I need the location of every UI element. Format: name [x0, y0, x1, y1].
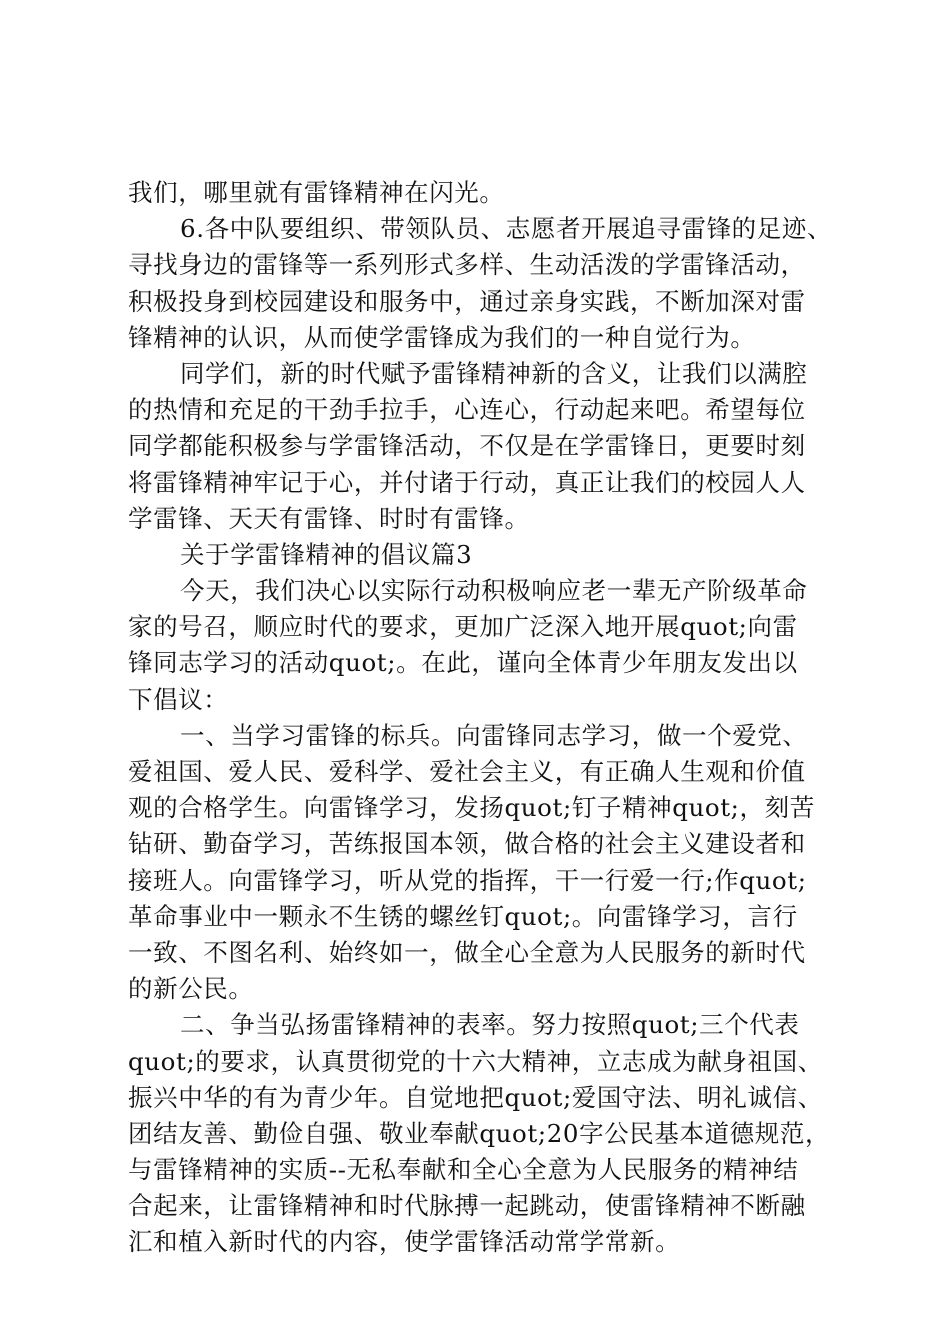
text-line: quot;的要求，认真贯彻党的十六大精神，立志成为献身祖国、	[128, 1046, 823, 1076]
text-line: 团结友善、勤俭自强、敬业奉献quot;20字公民基本道德规范，	[128, 1118, 831, 1148]
paragraph-first-line: 二、争当弘扬雷锋精神的表率。努力按照quot;三个代表	[180, 1010, 800, 1040]
text-line: 汇和植入新时代的内容，使学雷锋活动常学常新。	[128, 1227, 681, 1257]
text-line: 学雷锋、天天有雷锋、时时有雷锋。	[128, 503, 530, 533]
paragraph-first-line: 同学们，新的时代赋予雷锋精神新的含义，让我们以满腔	[180, 358, 808, 388]
paragraph-first-line: 一、当学习雷锋的标兵。向雷锋同志学习，做一个爱党、	[180, 720, 808, 750]
text-line: 的新公民。	[128, 974, 254, 1004]
text-line: 同学都能积极参与学雷锋活动，不仅是在学雷锋日，更要时刻	[128, 431, 806, 461]
text-line: 家的号召，顺应时代的要求，更加广泛深入地开展quot;向雷	[128, 612, 798, 642]
text-line: 合起来，让雷锋精神和时代脉搏一起跳动，使雷锋精神不断融	[128, 1191, 806, 1221]
text-line: 接班人。向雷锋学习，听从党的指挥，干一行爱一行;作quot;	[128, 865, 807, 895]
text-line: 寻找身边的雷锋等一系列形式多样、生动活泼的学雷锋活动，	[128, 250, 806, 280]
text-line: 将雷锋精神牢记于心，并付诸于行动，真正让我们的校园人人	[128, 467, 806, 497]
text-line: 下倡议：	[128, 684, 229, 714]
text-line: 与雷锋精神的实质--无私奉献和全心全意为人民服务的精神结	[128, 1155, 799, 1185]
text-line: 钻研、勤奋学习，苦练报国本领，做合格的社会主义建设者和	[128, 829, 806, 859]
text-line: 的热情和充足的干劲手拉手，心连心，行动起来吧。希望每位	[128, 395, 806, 425]
text-line: 我们，哪里就有雷锋精神在闪光。	[128, 178, 505, 207]
text-line: 锋同志学习的活动quot;。在此，谨向全体青少年朋友发出以	[128, 648, 798, 678]
text-line: 锋精神的认识，从而使学雷锋成为我们的一种自觉行为。	[128, 322, 756, 352]
text-line: 振兴中华的有为青少年。自觉地把quot;爱国守法、明礼诚信、	[128, 1082, 823, 1112]
text-line: 一致、不图名利、始终如一，做全心全意为人民服务的新时代	[128, 937, 806, 967]
paragraph-first-line: 6.各中队要组织、带领队员、志愿者开展追寻雷锋的足迹、	[180, 214, 833, 244]
text-line: 积极投身到校园建设和服务中，通过亲身实践，不断加深对雷	[128, 286, 806, 316]
paragraph-first-line: 今天，我们决心以实际行动积极响应老一辈无产阶级革命	[180, 576, 808, 606]
text-line: 爱祖国、爱人民、爱科学、爱社会主义，有正确人生观和价值	[128, 757, 806, 786]
text-line: 观的合格学生。向雷锋学习，发扬quot;钉子精神quot;，刻苦	[128, 793, 815, 823]
text-line: 革命事业中一颗永不生锈的螺丝钉quot;。向雷锋学习，言行	[128, 901, 798, 931]
document-body	[128, 175, 838, 1261]
paragraph-first-line: 关于学雷锋精神的倡议篇3	[180, 539, 473, 569]
